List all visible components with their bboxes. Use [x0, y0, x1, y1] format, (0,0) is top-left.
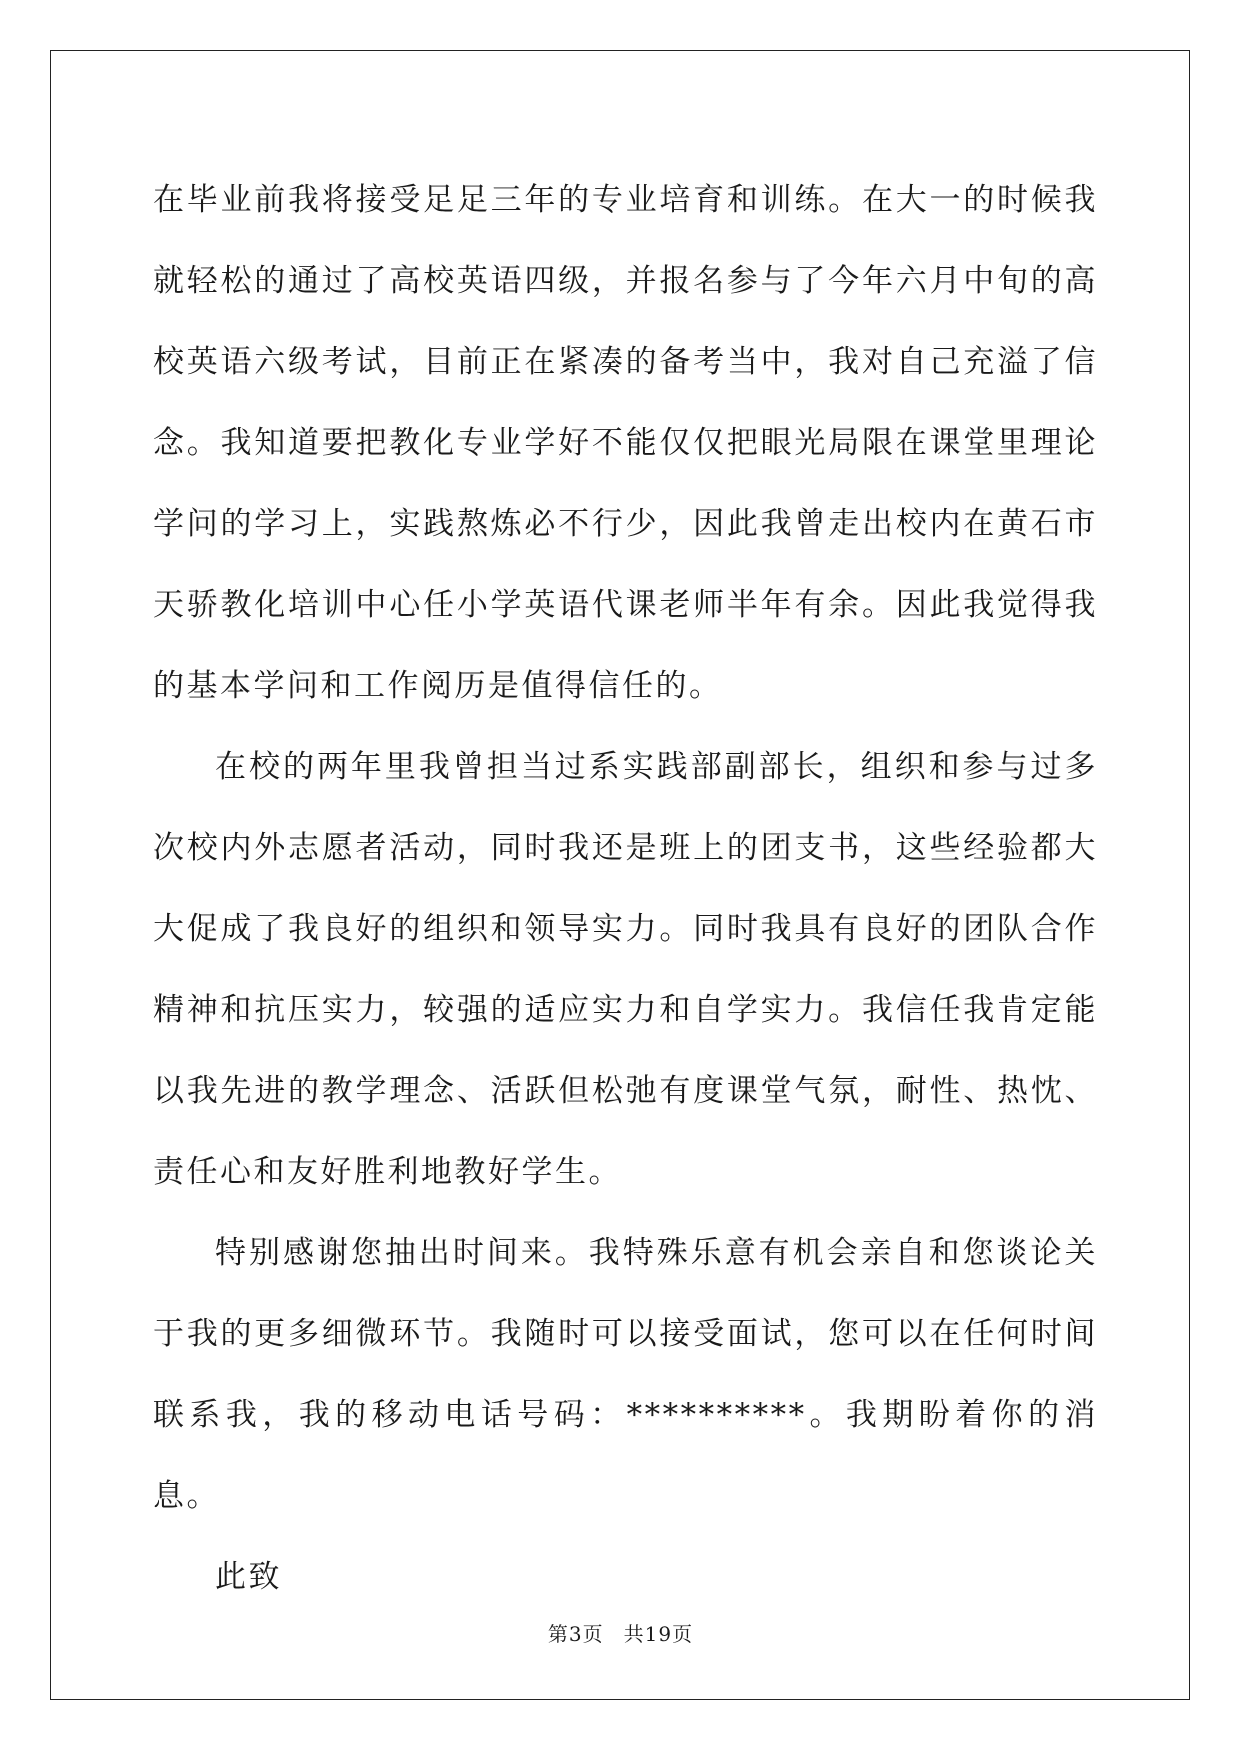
paragraph-closing: 此致 [215, 1559, 282, 1595]
paragraph-thanks: 特别感谢您抽出时间来。我特殊乐意有机会亲自和您谈论关于我的更多细微环节。我随时可以接受面试，您可以在任何时间联系我，我的移动电话号码：**********。我期盼着你的消息。 [153, 1235, 1098, 1514]
page-footer [0, 1618, 1241, 1647]
page-total: 共19页 [623, 1622, 694, 1646]
paragraph-experience: 在校的两年里我曾担当过系实践部副部长，组织和参与过多次校内外志愿者活动，同时我还是班上的团支书，这些经验都大大促成了我良好的组织和领导实力。同时我具有良好的团队合作精神和抗压实力，较强的适应实力和自学实力。我信任我肯定能以我先进的教学理念、活跃但松弛有度课堂气氛，耐性、热忱、责任心和友好胜利地教好学生。 [153, 749, 1098, 1190]
document-body [153, 160, 1098, 1618]
page-number: 第3页 [547, 1622, 604, 1646]
paragraph-continued: 在毕业前我将接受足足三年的专业培育和训练。在大一的时候我就轻松的通过了高校英语四级，并报名参与了今年六月中旬的高校英语六级考试，目前正在紧凑的备考当中，我对自己充溢了信念。我知道要把教化专业学好不能仅仅把眼光局限在课堂里理论学问的学习上，实践熬炼必不行少，因此我曾走出校内在黄石市天骄教化培训中心任小学英语代课老师半年有余。因此我觉得我的基本学问和工作阅历是值得信任的。 [153, 182, 1098, 704]
